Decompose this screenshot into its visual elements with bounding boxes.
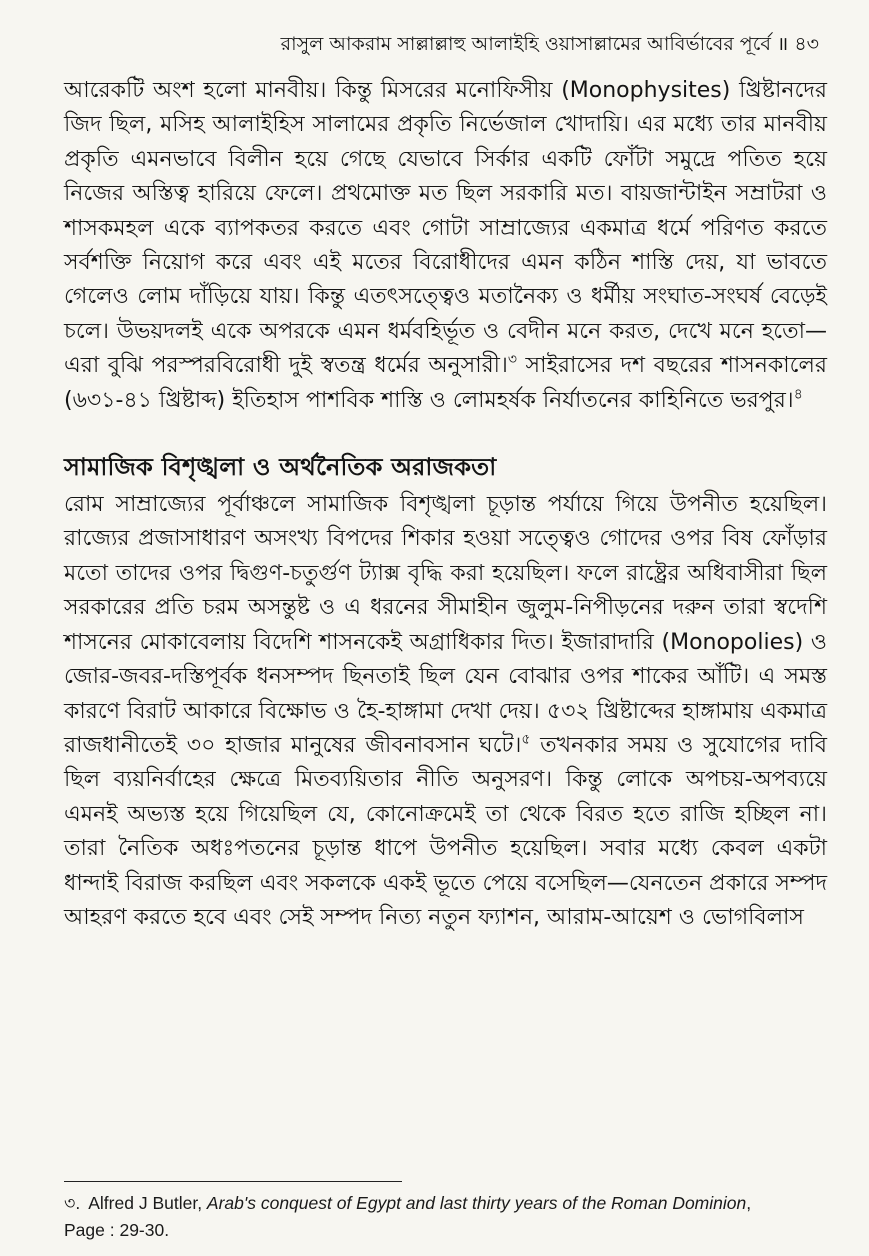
footnote-pages: : 29-30. (104, 1220, 170, 1240)
page-number: ৪৩ (794, 33, 819, 55)
footnote-ref: ৫ (521, 731, 531, 748)
footnote-book-title: Arab's conquest of Egypt and last thirty years of the Roman Dominion (206, 1193, 747, 1213)
paragraph-text: তখনকার সময় ও সুযোগের দাবি ছিল ব্যয়নির্বাহের ক্ষেত্রে মিতব্যয়িতার নীতি অনুসরণ। কিন্তু লোকে অপচয়-অপব্যয়ে এমনই অভ্যস্ত হয়ে গিয়েছিল যে, কোনোক্রমেই তা থেকে বিরত হতে রাজি হচ্ছিল না। তারা নৈতিক অধঃপতনের চূড়ান্ত ধাপে উপনীত হয়েছিল। সবার মধ্যে কেবল একটা ধান্দাই বিরাজ করছিল এবং সকলকে একই ভূতে পেয়ে বসেছিল—যেনতেন প্রকারে সম্পদ আহরণ করতে হবে এবং সেই সম্পদ নিত্য নতুন ফ্যাশন, আরাম-আয়েশ ও ভোগবিলাস (64, 732, 827, 930)
paragraph-text: সাইরাসের দশ বছরের শাসনকালের (৬৩১-৪১ খ্রিষ্টাব্দ) ইতিহাস পাশবিক শাস্তি ও লোমহর্ষক নির্যাতনের কাহিনিতে ভরপুর। (64, 353, 827, 413)
paragraph-monophysites (64, 74, 827, 418)
footnote-divider (64, 1181, 402, 1182)
paragraph-text: আরেকটি অংশ হলো মানবীয়। কিন্তু মিসরের মনোফিসীয় (Monophysites) খ্রিষ্টানদের জিদ ছিল, মসিহ আলাইহিস সালামের প্রকৃতি নির্ভেজাল খোদায়ি। এর মধ্যে তার মানবীয় প্রকৃতি এমনভাবে বিলীন হয়ে গেছে যেভাবে সির্কার একটি ফোঁটা সমুদ্রে পতিত হয়ে নিজের অস্তিত্ব হারিয়ে ফেলে। প্রথমোক্ত মত ছিল সরকারি মত। বায়জান্টাইন সম্রাটরা ও শাসকমহল একে ব্যাপকতর করতে এবং গোটা সাম্রাজ্যের একমাত্র ধর্মে পরিণত করতে সর্বশক্তি নিয়োগ করে এবং এই মতের বিরোধীদের এমন কঠিন শাস্তি দেয়, যা ভাবতে গেলেও লোম দাঁড়িয়ে যায়। কিন্তু এতৎসত্ত্বেও মতানৈক্য ও ধর্মীয় সংঘাত-সংঘর্ষ বেড়েই চলে। উভয়দলই একে অপরকে এমন ধর্মবহির্ভূত ও বেদীন মনে করত, দেখে মনে হতো—এরা বুঝি পরস্পরবিরোধী দুই স্বতন্ত্র ধর্মের অনুসারী। (64, 78, 827, 379)
footnote-ref: ৩ (507, 351, 517, 368)
footnote-page-label: Page (64, 1220, 105, 1240)
footnote-ref: ৪ (793, 386, 803, 403)
section-heading: সামাজিক বিশৃঙ্খলা ও অর্থনৈতিক অরাজকতা (64, 453, 497, 482)
footnote-punct: , (746, 1193, 752, 1213)
running-header (64, 22, 827, 66)
paragraph-text: রোম সাম্রাজ্যের পূর্বাঞ্চলে সামাজিক বিশৃঙ্খলা চূড়ান্ত পর্যায়ে গিয়ে উপনীত হয়েছিল। রাজ্যের প্রজাসাধারণ অসংখ্য বিপদের শিকার হওয়া সত্ত্বেও গোদের ওপর বিষ ফোঁড়ার মতো তাদের ওপর দ্বিগুণ-চতুর্গুণ ট্যাক্স বৃদ্ধি করা হয়েছিল। ফলে রাষ্ট্রের অধিবাসীরা ছিল সরকারের প্রতি চরম অসন্তুষ্ট ও এ ধরনের সীমাহীন জুলুম-নিপীড়নের দরুন তারা স্বদেশি শাসনের মোকাবেলায় বিদেশি শাসনকেই অগ্রাধিকার দিত। ইজারাদারি (Monopolies) ও জোর-জবর-দস্তিপূর্বক ধনসম্পদ ছিনতাই ছিল যেন বোঝার ওপর শাকের আঁটি। এ সমস্ত কারণে বিরাট আকারে বিক্ষোভ ও হৈ-হাঙ্গামা দেখা দেয়। ৫৩২ খ্রিষ্টাব্দের হাঙ্গামায় একমাত্র রাজধানীতেই ৩০ হাজার মানুষের জীবনাবসান ঘটে। (64, 492, 827, 758)
footnote-author: Alfred J Butler, (88, 1193, 207, 1213)
footnote-number: ৩. (64, 1193, 81, 1213)
paragraph-social-disorder (64, 488, 827, 935)
footnote (64, 1190, 834, 1244)
header-separator: ॥ (776, 33, 789, 55)
running-title: রাসুল আকরাম সাল্লাল্লাহু আলাইহি ওয়াসাল্লামের আবির্ভাবের পূর্বে (280, 33, 771, 55)
